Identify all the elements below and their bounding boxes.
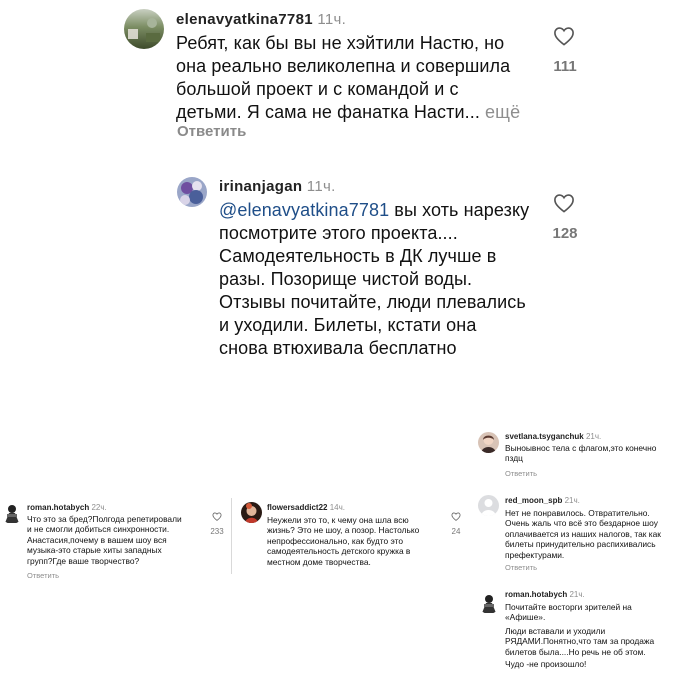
comment-time: 22ч. [91, 503, 107, 512]
comment-text: Неужели это то, к чему она шла всю жизнь? Это не шоу, а позор. Настолько непрофессионально, как будто это самодеятельность детского кружка в местном доме творчества. [267, 515, 420, 567]
more-link[interactable]: ещё [485, 102, 521, 122]
like-heart-icon[interactable] [451, 512, 461, 521]
reply-link[interactable]: Ответить [27, 571, 60, 580]
comment-text: Нет не понравилось. Отвратительно. Очень жаль что всё это бездарное шоу оплачивается из наших налогов, так как билеты принудительно распихивались префектурами. [505, 508, 661, 560]
comment-time: 11ч. [317, 11, 347, 28]
comment-username[interactable]: elenavyatkina7781 11ч. [176, 11, 347, 28]
like-count: 233 [210, 527, 224, 536]
comment-username[interactable]: irinanjagan 11ч. [219, 178, 336, 195]
like-count: 111 [553, 58, 577, 75]
avatar[interactable] [478, 432, 499, 453]
comment-username[interactable]: red_moon_spb 21ч. [505, 496, 580, 505]
user-mention[interactable]: @elenavyatkina7781 [219, 200, 390, 220]
comment-time: 14ч. [329, 503, 345, 512]
comment-username[interactable]: svetlana.tsyganchuk 21ч. [505, 432, 602, 441]
like-heart-icon[interactable] [212, 512, 222, 521]
comment-time: 11ч. [306, 178, 336, 195]
avatar[interactable] [241, 502, 262, 523]
comment-text: Выноывнос тела с флагом,это конечно пздц [505, 443, 657, 464]
avatar[interactable] [177, 177, 207, 207]
comment-text: Почитайте восторги зрителей на «Афише». Люди вставали и уходили РЯДАМИ.Понятно,что там за продажа билетов была....Но речь не об этом. Чудо -не произошло! [505, 602, 655, 670]
avatar[interactable] [478, 592, 500, 614]
comment-time: 21ч. [569, 590, 585, 599]
reply-link[interactable]: Ответить [505, 469, 538, 478]
comment-text: Что это за бред?Полгода репетировали и не смогли добиться синхронности. Анастасия,почему в вашем шоу вся музыка-это старые хиты западных групп?Где ваше творчество? [27, 514, 182, 566]
thread-divider [231, 498, 232, 574]
reply-link[interactable]: Ответить [177, 123, 247, 140]
like-heart-icon[interactable] [553, 26, 575, 46]
comment-username[interactable]: flowersaddict22 14ч. [267, 503, 345, 512]
avatar[interactable] [478, 495, 499, 516]
comment-time: 21ч. [564, 496, 580, 505]
avatar[interactable] [1, 502, 23, 524]
comment-text: Ребят, как бы вы не хэйтили Настю, но она реально великолепна и совершила большой проект и с командой и с детьми. Я сама не фанатка Насти... ещё [176, 33, 521, 122]
comment-username[interactable]: roman.hotabych 21ч. [505, 590, 585, 599]
avatar[interactable] [124, 9, 164, 49]
like-heart-icon[interactable] [553, 193, 575, 213]
comment-username[interactable]: roman.hotabych 22ч. [27, 503, 107, 512]
comment-text: @elenavyatkina7781 вы хоть нарезку посмотрите этого проекта.... Самодеятельность в ДК лучше в разы. Позорище чистой воды. Отзывы почитайте, люди плевались и уходили. Билеты, кстати она снова втюхивала бесплатно [219, 200, 530, 358]
comment-time: 21ч. [585, 432, 602, 441]
reply-link[interactable]: Ответить [505, 563, 538, 572]
like-count: 128 [552, 225, 578, 242]
like-count: 24 [451, 527, 461, 536]
